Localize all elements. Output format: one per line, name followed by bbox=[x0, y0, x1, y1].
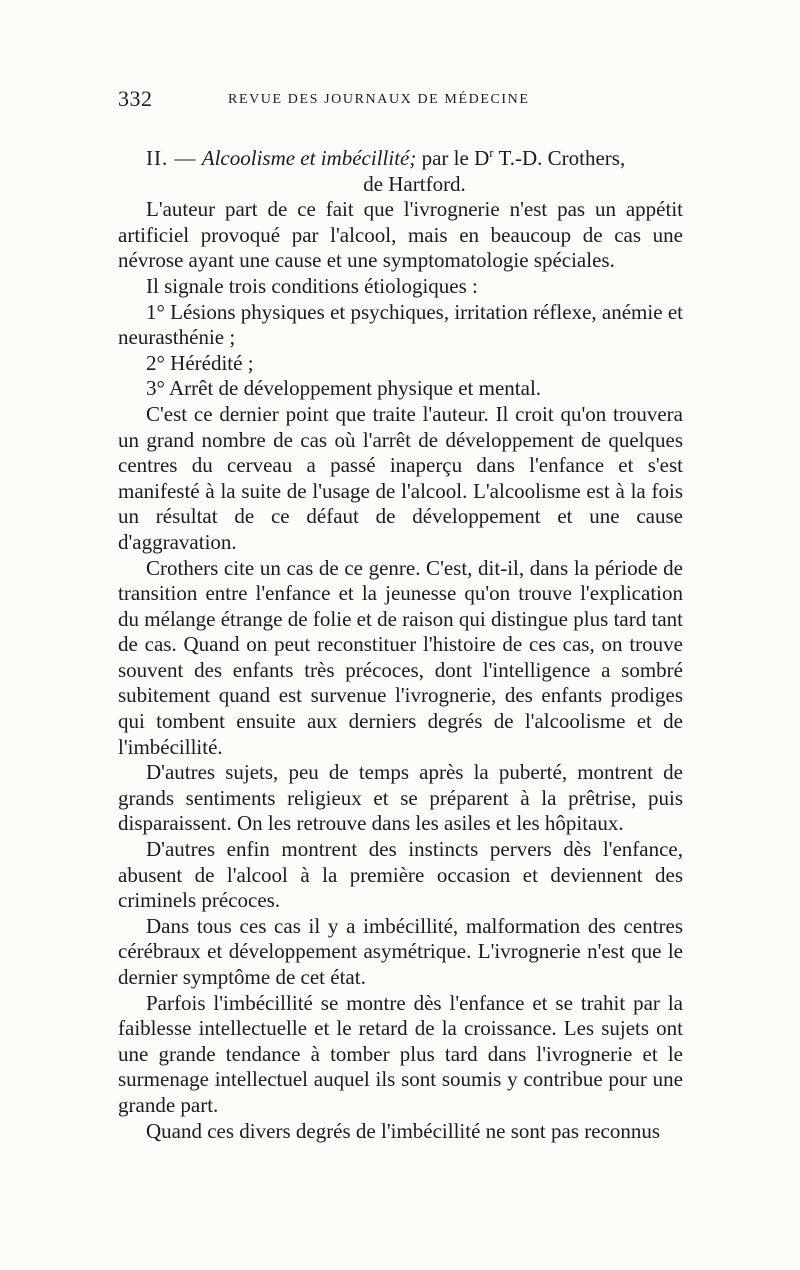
article-by: par le D bbox=[421, 146, 490, 170]
page-header bbox=[118, 86, 683, 112]
paragraph-crothers-case: Crothers cite un cas de ce genre. C'est, dit-il, dans la période de transition entre l'enfance et la jeunesse qu'on trouve l'explication du mélange étrange de folie et de raison qui distingue plus tard tant de cas. Quand on peut reconstituer l'histoire de ces cas, on trouve souvent des enfants très précoces, dont l'intelligence a sombré subitement quand est survenue l'ivrognerie, des enfants prodiges qui tombent ensuite aux derniers degrés de l'alcoolisme et de l'imbécillité. bbox=[118, 555, 683, 759]
paragraph-puberty: D'autres sujets, peu de temps après la puberté, montrent de grands sentiments religieux et se préparent à la prêtrise, puis disparaissent. On les retrouve dans les asiles et les hôpitaux. bbox=[118, 760, 683, 836]
article-body bbox=[118, 146, 683, 1144]
paragraph-childhood: Parfois l'imbécillité se montre dès l'enfance et se trahit par la faiblesse intellectuelle et le retard de la croissance. Les sujets ont une grande tendance à tomber plus tard dans l'ivrognerie et le surmenage intellectuel auquel ils sont soumis y contribue pour une grande part. bbox=[118, 990, 683, 1117]
paragraph-all-cases: Dans tous ces cas il y a imbécillité, malformation des centres cérébraux et développement asymétrique. L'ivrognerie n'est que le dernier symptôme de cet état. bbox=[118, 913, 683, 989]
article-title: Alcoolisme et imbécillité; bbox=[201, 146, 417, 170]
page-number: 332 bbox=[118, 86, 153, 111]
paragraph-conditions: Il signale trois conditions étiologiques : bbox=[146, 273, 478, 298]
paragraph-perverse-instincts: D'autres enfin montrent des instincts pervers dès l'enfance, abusent de l'alcool à la première occasion et deviennent des criminels précoces. bbox=[118, 837, 683, 913]
paragraph-intro: L'auteur part de ce fait que l'ivrognerie n'est pas un appétit artificiel provoqué par l'alcool, mais en beaucoup de cas une névrose ayant une cause et une symptomatologie spéciales. bbox=[118, 197, 683, 273]
running-title: REVUE DES JOURNAUX DE MÉDECINE bbox=[228, 92, 530, 107]
article-number: II. — bbox=[146, 146, 197, 170]
paragraph-author-point: C'est ce dernier point que traite l'auteur. Il croit qu'on trouvera un grand nombre de cas où l'arrêt de développement de quelques centres du cerveau a passé inaperçu dans l'enfance et s'est manifesté à la suite de l'usage de l'alcool. L'alcoolisme est à la fois un résultat de ce défaut de développement et une cause d'aggravation. bbox=[118, 401, 683, 554]
list-item-1: 1° Lésions physiques et psychiques, irritation réflexe, anémie et neurasthénie ; bbox=[118, 299, 683, 350]
list-item-2: 2° Hérédité ; bbox=[146, 350, 254, 375]
article-affiliation: de Hartford. bbox=[363, 171, 466, 196]
list-item-3: 3° Arrêt de développement physique et mental. bbox=[146, 376, 542, 401]
paragraph-final: Quand ces divers degrés de l'imbécillité ne sont pas reconnus bbox=[146, 1118, 661, 1143]
article-heading bbox=[118, 146, 683, 172]
article-by-superscript: r bbox=[489, 145, 494, 160]
article-author: T.-D. Crothers, bbox=[498, 146, 626, 170]
